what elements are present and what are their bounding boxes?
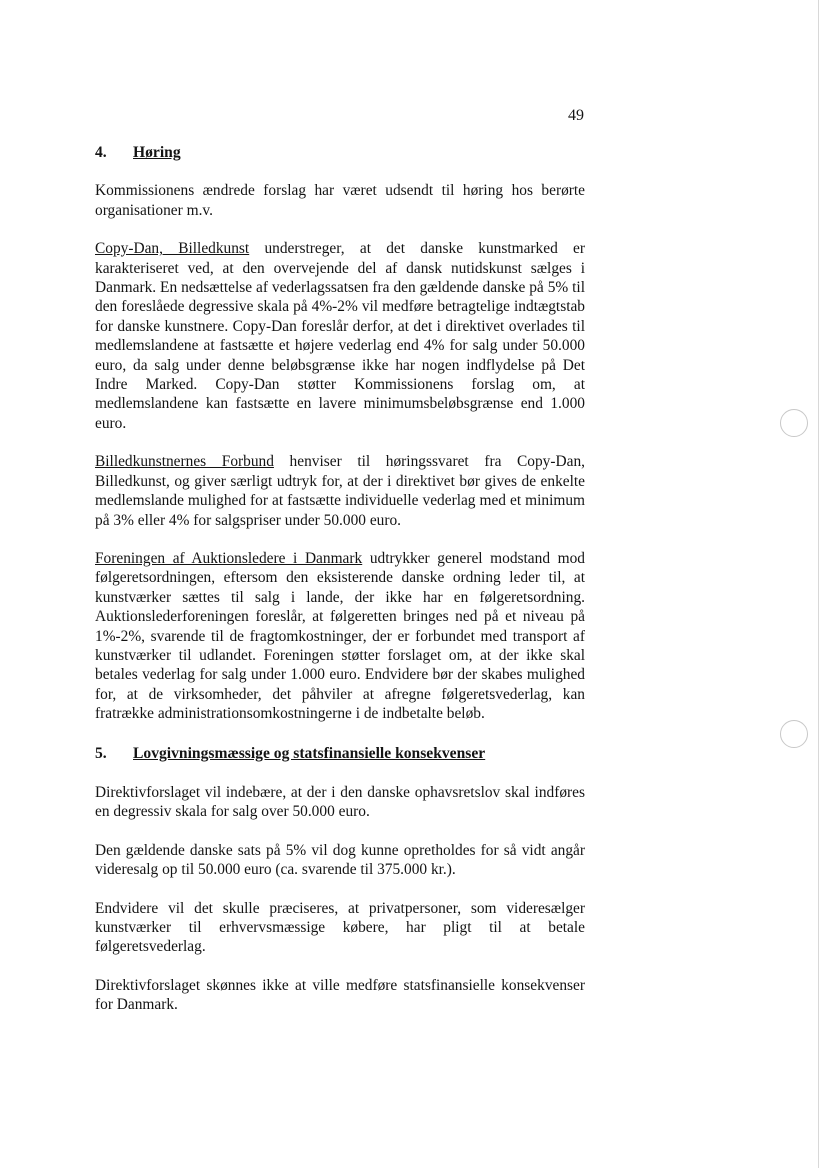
section-5-title: Lovgivningsmæssige og statsfinansielle konsekvenser — [133, 744, 486, 762]
page-edge — [818, 0, 819, 1168]
billedkunstnernes-forbund-text: henviser til høringssvaret fra Copy-Dan, Billedkunst, og giver særligt udtryk for, at der i direktivet bør gives de enkelte medlemslande mulighed for at fastsætte individuelle vederlag med et minimum på 3% eller 4% for salgspriser under 50.000 euro. — [95, 453, 585, 529]
billedkunstnernes-forbund-org-name: Billedkunstnernes Forbund — [95, 453, 274, 471]
copy-dan-org-name: Copy-Dan, Billedkunst — [95, 240, 250, 258]
punch-hole-lower — [780, 720, 808, 748]
copy-dan-text: understreger, at det danske kunstmarked er karakteriseret ved, at den overvejende del af dansk nutidskunst sælges i Danmark. En nedsættelse af vederlagssatsen fra den gældende danske på 5% til den foreslåede degressive skala på 4%-2% vil medføre betragtelige indtægtstab for danske kunstnere. Copy-Dan foreslår derfor, at det i direktivet overlades til medlemslandene at fastsætte et højere vederlag end 4% for salg under 50.000 euro, da salg under denne beløbsgrænse ikke har nogen indflydelse på Det Indre Marked. Copy-Dan støtter Kommissionens forslag om, at medlemslandene kan fastsætte en lavere minimumsbeløbsgrænse end 1.000 euro. — [95, 240, 585, 432]
billedkunstnernes-forbund-paragraph — [95, 452, 585, 530]
state-finance-paragraph: Direktivforslaget skønnes ikke at ville medføre statsfinansielle konsekvenser for Danmark. — [95, 976, 585, 1014]
auktionsledere-paragraph — [95, 549, 585, 724]
auktionsledere-text: udtrykker generel modstand mod følgeretsordningen, eftersom den eksisterende danske ordning leder til, at kunstværker sættes til salg i lande, der ikke har en følgeretsordning. Auktionslederforeningen foreslår, at følgeretten bringes ned på et niveau på 1%-2%, svarende til de fragtomkostninger, der er forbundet med transport af kunstværker til udlandet. Foreningen støtter forslaget om, at der ikke skal betales vederlag for salg under 1.000 euro. Endvidere bør der skabes mulighed for, at de virksomheder, det påhviler at afregne følgeretsvederlag, kan fratrække administrationsomkostningerne i de indbetalte beløb. — [95, 549, 585, 723]
document-body — [95, 143, 585, 1015]
punch-hole-upper — [780, 409, 808, 437]
section-5-heading — [95, 744, 585, 763]
section-4-number: 4. — [95, 144, 107, 161]
section-4-heading — [95, 143, 585, 162]
current-rate-paragraph: Den gældende danske sats på 5% vil dog kunne opretholdes for så vidt angår videresalg op til 50.000 euro (ca. svarende til 375.000 kr.). — [95, 841, 585, 879]
page-number: 49 — [568, 107, 584, 124]
private-persons-paragraph: Endvidere vil det skulle præciseres, at privatpersoner, som videresælger kunstværker til erhvervsmæssige købere, har pligt til at betale følgeretsvederlag. — [95, 899, 585, 956]
auktionsledere-org-name: Foreningen af Auktionsledere i Danmark — [95, 549, 363, 567]
copy-dan-paragraph — [95, 239, 585, 433]
consultation-intro-paragraph: Kommissionens ændrede forslag har været udsendt til høring hos berørte organisationer m.v. — [95, 182, 585, 219]
section-5-number: 5. — [95, 744, 107, 762]
degressive-scale-paragraph: Direktivforslaget vil indebære, at der i den danske ophavsretslov skal indføres en degressiv skala for salg over 50.000 euro. — [95, 783, 585, 821]
section-4-title: Høring — [133, 144, 181, 161]
